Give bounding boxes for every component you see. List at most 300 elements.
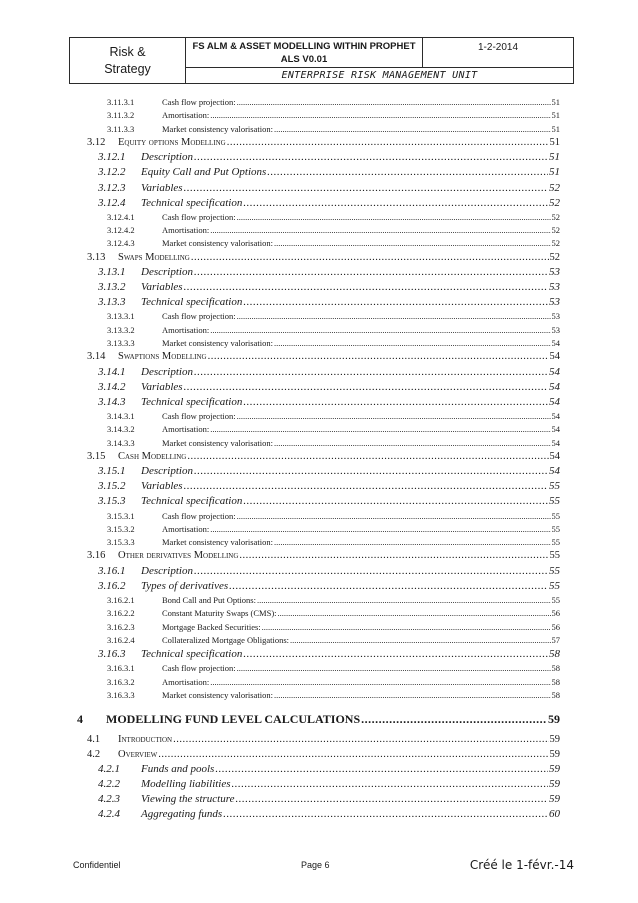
toc-entry-title-wrap xyxy=(162,238,560,248)
toc-dot-leader xyxy=(243,495,548,507)
toc-entry-number: 3.15 xyxy=(87,450,106,462)
toc-entry-number: 3.13 xyxy=(87,251,106,263)
toc-entry-title: Market consistency valorisation: xyxy=(162,437,273,448)
toc-entry-page: 59 xyxy=(548,712,560,727)
header-title-line1: FS ALM & ASSET MODELLING WITHIN PROPHET xyxy=(192,40,416,52)
toc-entry-title-wrap xyxy=(118,252,560,263)
toc-entry[interactable] xyxy=(0,550,638,564)
toc-entry-title: Amortisation: xyxy=(162,324,210,335)
toc-dot-leader xyxy=(194,565,548,577)
toc-entry[interactable] xyxy=(0,663,638,676)
toc-entry-page: 58 xyxy=(551,676,560,687)
toc-dot-leader xyxy=(194,151,548,163)
toc-dot-leader xyxy=(267,166,548,178)
toc-entry-title: Technical specification xyxy=(141,648,243,661)
toc-entry-title-wrap xyxy=(141,151,560,163)
toc-entry[interactable] xyxy=(0,793,638,808)
toc-entry-page: 59 xyxy=(549,748,560,760)
toc-entry-title: Description xyxy=(141,365,193,378)
header-subtitle-cell xyxy=(186,68,573,83)
toc-dot-leader xyxy=(210,524,550,534)
toc-entry-page: 54 xyxy=(549,351,560,363)
toc-entry-title-wrap xyxy=(141,793,560,805)
toc-entry-number: 3.16.3 xyxy=(98,648,126,661)
toc-entry-number: 3.14 xyxy=(87,351,106,363)
toc-entry-title: Market consistency valorisation: xyxy=(162,537,273,548)
toc-entry-number: 4.2.1 xyxy=(98,763,120,775)
toc-entry-number: 3.12 xyxy=(87,136,106,148)
toc-entry-number: 3.14.3.3 xyxy=(107,437,135,448)
toc-entry-number: 3.16 xyxy=(87,550,106,562)
toc-entry-number: 4.2.4 xyxy=(98,808,120,821)
toc-entry-title-wrap xyxy=(141,580,560,592)
toc-entry-title-wrap xyxy=(118,137,560,148)
toc-dot-leader xyxy=(184,281,548,293)
toc-entry-page: 59 xyxy=(549,778,560,791)
toc-entry-title: Market consistency valorisation: xyxy=(162,689,273,700)
toc-entry-title: Equity options Modelling xyxy=(118,136,226,148)
toc-entry-page: 55 xyxy=(551,523,560,534)
toc-entry-title: Bond Call and Put Options: xyxy=(162,595,256,605)
toc-entry[interactable] xyxy=(0,137,638,151)
toc-entry-title-wrap xyxy=(141,166,560,178)
toc-entry-title: Cash flow projection: xyxy=(162,410,236,421)
toc-entry-title: Description xyxy=(141,151,193,164)
toc-dot-leader xyxy=(274,690,551,700)
toc-dot-leader xyxy=(237,212,551,222)
toc-dot-leader xyxy=(243,296,548,308)
toc-entry-title: Amortisation: xyxy=(162,676,210,687)
toc-entry[interactable] xyxy=(0,734,638,748)
toc-entry-number: 3.12.4.2 xyxy=(107,225,135,235)
toc-entry-page: 53 xyxy=(551,324,560,335)
toc-entry-page: 55 xyxy=(551,537,560,548)
header-title-line2: ALS V0.01 xyxy=(280,53,328,65)
toc-dot-leader xyxy=(173,734,548,745)
toc-dot-leader xyxy=(274,124,551,134)
toc-entry-page: 54 xyxy=(551,410,560,421)
toc-entry-title-wrap xyxy=(162,110,560,120)
toc-entry-title: Variables xyxy=(141,480,183,493)
toc-entry[interactable] xyxy=(0,166,638,181)
toc-entry-title-wrap xyxy=(162,212,560,222)
toc-entry-title: Cash flow projection: xyxy=(162,97,236,107)
toc-entry-number: 3.16.2.3 xyxy=(107,621,135,632)
toc-entry-page: 55 xyxy=(549,564,560,577)
toc-entry[interactable] xyxy=(0,197,638,212)
toc-dot-leader xyxy=(237,663,551,673)
toc-entry-title-wrap xyxy=(141,808,560,820)
toc-entry-title-wrap xyxy=(118,550,560,561)
toc-entry-number: 3.14.2 xyxy=(98,380,126,393)
toc-entry-page: 51 xyxy=(551,97,560,107)
toc-entry-title-wrap xyxy=(162,690,560,700)
toc-entry[interactable] xyxy=(0,580,638,595)
toc-entry-title-wrap xyxy=(162,635,560,645)
toc-entry-page: 53 xyxy=(549,266,560,278)
toc-entry-page: 51 xyxy=(549,151,560,164)
footer-confidential: Confidentiel xyxy=(73,860,121,870)
toc-entry-page: 55 xyxy=(549,550,560,562)
toc-entry-title: Mortgage Backed Securities: xyxy=(162,621,261,632)
toc-dot-leader xyxy=(232,778,548,790)
toc-entry[interactable] xyxy=(0,749,638,763)
toc-entry[interactable] xyxy=(0,465,638,480)
toc-entry-number: 3.13.2 xyxy=(98,281,126,294)
toc-dot-leader xyxy=(184,182,548,194)
header-unit-line1: Risk & xyxy=(109,44,146,59)
toc-dot-leader xyxy=(237,411,551,421)
toc-dot-leader xyxy=(194,266,548,278)
toc-entry-page: 51 xyxy=(549,166,560,179)
toc-entry-title-wrap xyxy=(162,663,560,673)
toc-entry-page: 54 xyxy=(549,450,560,462)
toc-entry[interactable] xyxy=(0,524,638,537)
toc-entry-page: 54 xyxy=(549,380,560,393)
toc-entry-title: Amortisation: xyxy=(162,110,210,121)
toc-entry-page: 52 xyxy=(549,181,560,194)
toc-entry-title-wrap xyxy=(162,608,560,618)
toc-dot-leader xyxy=(243,396,548,408)
toc-entry-title: Technical specification xyxy=(141,395,243,408)
toc-entry-title-wrap xyxy=(141,182,560,194)
toc-entry-title: Cash Modelling xyxy=(118,450,187,462)
toc-entry-number: 3.16.2.1 xyxy=(107,595,135,605)
toc-dot-leader xyxy=(257,595,551,605)
header-subtitle: ENTERPRISE RISK MANAGEMENT UNIT xyxy=(281,70,478,81)
toc-entry-number: 4 xyxy=(77,712,83,727)
toc-entry-title-wrap xyxy=(162,511,560,521)
toc-entry-page: 53 xyxy=(549,281,560,294)
toc-entry-title-wrap xyxy=(141,366,560,378)
toc-entry-title: Funds and pools xyxy=(141,763,215,775)
toc-dot-leader xyxy=(235,793,548,805)
toc-entry-page: 57 xyxy=(551,634,560,645)
toc-entry-title-wrap xyxy=(162,595,560,605)
header-title-cell xyxy=(186,38,423,68)
toc-dot-leader xyxy=(243,197,548,209)
toc-entry-page: 59 xyxy=(549,734,560,746)
toc-entry[interactable] xyxy=(0,712,638,728)
toc-entry-number: 3.13.3.2 xyxy=(107,324,135,335)
toc-entry[interactable] xyxy=(0,311,638,324)
toc-entry-title-wrap xyxy=(162,622,560,632)
toc-entry-number: 3.16.3.3 xyxy=(107,689,135,700)
toc-entry[interactable] xyxy=(0,281,638,296)
header-date: 1-2-2014 xyxy=(477,42,519,53)
toc-dot-leader xyxy=(215,763,548,775)
toc-dot-leader xyxy=(229,580,548,592)
toc-entry-title: Cash flow projection: xyxy=(162,211,236,222)
toc-entry-number: 4.2 xyxy=(87,748,101,760)
toc-entry[interactable] xyxy=(0,338,638,351)
toc-dot-leader xyxy=(194,465,548,477)
toc-entry-number: 3.13.1 xyxy=(98,266,126,278)
page-footer xyxy=(0,858,638,878)
toc-entry-page: 58 xyxy=(551,663,560,674)
toc-entry-page: 54 xyxy=(551,424,560,435)
toc-entry[interactable] xyxy=(0,212,638,225)
toc-entry-title-wrap xyxy=(118,451,560,462)
toc-entry[interactable] xyxy=(0,411,638,424)
toc-entry[interactable] xyxy=(0,381,638,396)
toc-dot-leader xyxy=(184,381,548,393)
toc-entry-page: 55 xyxy=(549,579,560,592)
toc-entry-page: 56 xyxy=(551,621,560,632)
footer-created-date: Créé le 1-févr.-14 xyxy=(469,858,574,872)
toc-dot-leader xyxy=(191,252,549,263)
toc-entry[interactable] xyxy=(0,325,638,338)
toc-entry-number: 4.2.2 xyxy=(98,778,120,791)
toc-entry-title: MODELLING FUND LEVEL CALCULATIONS xyxy=(106,712,361,727)
toc-entry-title-wrap xyxy=(141,495,560,507)
toc-dot-leader xyxy=(243,648,548,660)
toc-entry-page: 53 xyxy=(549,296,560,309)
toc-entry-title: Other derivatives Modelling xyxy=(118,550,239,562)
toc-entry-title: Market consistency valorisation: xyxy=(162,123,273,134)
toc-entry-page: 54 xyxy=(549,365,560,378)
toc-entry-title-wrap xyxy=(118,351,560,362)
toc-entry[interactable] xyxy=(0,182,638,197)
toc-entry[interactable] xyxy=(0,537,638,550)
toc-entry-page: 52 xyxy=(551,238,560,249)
toc-entry-title-wrap xyxy=(162,311,560,321)
toc-entry-page: 55 xyxy=(549,480,560,493)
toc-entry-title: Swaptions Modelling xyxy=(118,351,207,363)
document-header xyxy=(69,37,574,84)
toc-entry-page: 55 xyxy=(551,510,560,521)
toc-entry-number: 3.16.2 xyxy=(98,579,126,592)
toc-entry-number: 3.13.3 xyxy=(98,296,126,309)
toc-entry-number: 3.16.2.2 xyxy=(107,608,135,619)
toc-entry-number: 3.14.3.2 xyxy=(107,424,135,435)
toc-entry-title: Technical specification xyxy=(141,196,243,209)
toc-dot-leader xyxy=(274,438,551,448)
toc-dot-leader xyxy=(239,550,548,561)
toc-dot-leader xyxy=(184,480,548,492)
toc-entry-number: 4.2.3 xyxy=(98,793,120,806)
toc-entry-number: 3.13.3.3 xyxy=(107,337,135,348)
toc-entry[interactable] xyxy=(0,238,638,251)
toc-dot-leader xyxy=(194,366,548,378)
toc-dot-leader xyxy=(278,608,551,618)
toc-entry[interactable] xyxy=(0,763,638,778)
toc-entry-number: 3.12.4 xyxy=(98,196,126,209)
toc-entry-title: Introduction xyxy=(118,734,173,746)
toc-entry-number: 3.12.3 xyxy=(98,181,126,194)
toc-entry[interactable] xyxy=(0,608,638,621)
toc-entry[interactable] xyxy=(0,677,638,690)
toc-entry-title-wrap xyxy=(141,396,560,408)
toc-entry[interactable] xyxy=(0,110,638,123)
toc-entry-number: 3.12.4.1 xyxy=(107,211,135,222)
toc-entry-title: Viewing the structure xyxy=(141,793,235,806)
toc-entry-title: Market consistency valorisation: xyxy=(162,238,273,249)
toc-entry[interactable] xyxy=(0,495,638,510)
toc-entry-number: 3.13.3.1 xyxy=(107,311,135,322)
header-date-cell xyxy=(423,38,573,68)
toc-entry-page: 54 xyxy=(551,337,560,348)
toc-entry-title: Overview xyxy=(118,748,158,760)
toc-entry[interactable] xyxy=(0,808,638,823)
toc-entry-title-wrap xyxy=(141,763,560,775)
toc-entry-number: 3.12.2 xyxy=(98,166,126,179)
toc-entry-title-wrap xyxy=(141,465,560,477)
toc-entry-page: 51 xyxy=(551,123,560,134)
toc-entry-number: 3.16.3.1 xyxy=(107,663,135,674)
toc-entry[interactable] xyxy=(0,366,638,381)
toc-entry-title-wrap xyxy=(141,296,560,308)
header-unit-cell xyxy=(70,38,186,83)
toc-dot-leader xyxy=(361,712,547,727)
toc-entry[interactable] xyxy=(0,225,638,238)
toc-dot-leader xyxy=(237,97,551,107)
toc-entry-title: Amortisation: xyxy=(162,424,210,435)
toc-entry-number: 3.16.2.4 xyxy=(107,634,135,645)
toc-entry-title: Market consistency valorisation: xyxy=(162,337,273,348)
toc-dot-leader xyxy=(274,338,551,348)
toc-entry-title: Swaps Modelling xyxy=(118,251,190,263)
toc-entry[interactable] xyxy=(0,690,638,703)
toc-entry-number: 3.12.4.3 xyxy=(107,238,135,249)
toc-entry-page: 53 xyxy=(551,311,560,322)
toc-entry-number: 3.16.3.2 xyxy=(107,676,135,687)
toc-entry-title-wrap xyxy=(141,480,560,492)
toc-entry-number: 3.15.3.1 xyxy=(107,510,135,521)
toc-entry-page: 55 xyxy=(551,595,560,605)
toc-entry-title: Constant Maturity Swaps (CMS): xyxy=(162,608,277,619)
toc-entry-title-wrap xyxy=(141,266,560,278)
toc-entry-title-wrap xyxy=(162,537,560,547)
toc-entry-title-wrap xyxy=(162,338,560,348)
toc-entry[interactable] xyxy=(0,424,638,437)
toc-entry-title: Variables xyxy=(141,281,183,294)
toc-dot-leader xyxy=(227,137,549,148)
toc-entry-page: 55 xyxy=(549,495,560,508)
toc-entry[interactable] xyxy=(0,351,638,365)
toc-entry-title-wrap xyxy=(118,734,560,745)
toc-entry-page: 52 xyxy=(549,196,560,209)
toc-entry-title: Types of derivatives xyxy=(141,579,229,592)
toc-entry-title-wrap xyxy=(141,197,560,209)
toc-entry[interactable] xyxy=(0,565,638,580)
header-unit-line2: Strategy xyxy=(104,61,151,76)
toc-entry[interactable] xyxy=(0,778,638,793)
toc-dot-leader xyxy=(274,238,551,248)
toc-entry-number: 3.12.1 xyxy=(98,151,126,164)
toc-entry[interactable] xyxy=(0,635,638,648)
toc-entry-page: 54 xyxy=(549,395,560,408)
toc-entry[interactable] xyxy=(0,151,638,166)
toc-entry[interactable] xyxy=(0,595,638,608)
toc-entry[interactable] xyxy=(0,648,638,663)
toc-entry-page: 52 xyxy=(551,211,560,222)
toc-dot-leader xyxy=(210,424,550,434)
toc-entry-number: 3.16.1 xyxy=(98,564,126,577)
toc-entry-title: Description xyxy=(141,465,193,478)
toc-entry-title-wrap xyxy=(162,225,560,235)
toc-entry[interactable] xyxy=(0,438,638,451)
toc-entry-title-wrap xyxy=(141,281,560,293)
toc-entry-title-wrap xyxy=(141,381,560,393)
toc-entry-number: 3.15.3.3 xyxy=(107,537,135,548)
toc-dot-leader xyxy=(208,351,549,362)
toc-entry-number: 3.14.3 xyxy=(98,395,126,408)
toc-dot-leader xyxy=(274,537,551,547)
toc-entry[interactable] xyxy=(0,97,638,110)
toc-entry-title: Aggregating funds xyxy=(141,808,223,821)
toc-entry-title: Variables xyxy=(141,380,183,393)
toc-entry-title-wrap xyxy=(162,438,560,448)
toc-entry-title-wrap xyxy=(162,677,560,687)
toc-entry-title-wrap xyxy=(141,565,560,577)
toc-dot-leader xyxy=(158,749,548,760)
toc-entry-number: 3.11.3.3 xyxy=(107,123,135,134)
toc-entry-title: Description xyxy=(141,564,193,577)
toc-dot-leader xyxy=(290,635,551,645)
toc-entry-title-wrap xyxy=(141,778,560,790)
toc-entry-number: 3.15.2 xyxy=(98,480,126,493)
toc-entry-page: 59 xyxy=(549,763,560,775)
toc-dot-leader xyxy=(262,622,551,632)
toc-dot-leader xyxy=(210,225,550,235)
toc-entry[interactable] xyxy=(0,451,638,465)
toc-entry-number: 4.1 xyxy=(87,734,101,746)
toc-entry[interactable] xyxy=(0,124,638,137)
toc-entry-number: 3.11.3.1 xyxy=(107,97,135,107)
toc-entry-title-wrap xyxy=(141,648,560,660)
toc-dot-leader xyxy=(210,677,550,687)
toc-entry-page: 51 xyxy=(549,136,560,148)
toc-entry[interactable] xyxy=(0,252,638,266)
toc-entry-title-wrap xyxy=(118,749,560,760)
toc-dot-leader xyxy=(187,451,548,462)
toc-entry-title: Technical specification xyxy=(141,495,243,508)
toc-entry-title: Cash flow projection: xyxy=(162,663,236,674)
toc-entry[interactable] xyxy=(0,396,638,411)
toc-entry-title-wrap xyxy=(162,524,560,534)
toc-entry[interactable] xyxy=(0,480,638,495)
toc-dot-leader xyxy=(223,808,548,820)
toc-dot-leader xyxy=(237,311,551,321)
toc-entry-title-wrap xyxy=(106,712,560,727)
toc-entry-page: 52 xyxy=(551,225,560,235)
toc-entry-title: Cash flow projection: xyxy=(162,510,236,521)
toc-entry[interactable] xyxy=(0,266,638,281)
toc-entry-title: Amortisation: xyxy=(162,225,210,235)
toc-entry[interactable] xyxy=(0,511,638,524)
toc-entry-page: 58 xyxy=(549,648,560,661)
toc-entry-number: 3.14.3.1 xyxy=(107,410,135,421)
toc-entry-title-wrap xyxy=(162,325,560,335)
toc-entry-title: Variables xyxy=(141,181,183,194)
toc-entry-title: Cash flow projection: xyxy=(162,311,236,322)
toc-entry[interactable] xyxy=(0,296,638,311)
toc-entry-title: Technical specification xyxy=(141,296,243,309)
toc-entry-page: 58 xyxy=(551,689,560,700)
toc-entry-page: 51 xyxy=(551,110,560,121)
toc-entry-title-wrap xyxy=(162,411,560,421)
toc-entry-number: 3.14.1 xyxy=(98,365,126,378)
toc-entry-title: Amortisation: xyxy=(162,523,210,534)
toc-entry-page: 52 xyxy=(549,251,560,263)
toc-entry-number: 3.15.1 xyxy=(98,465,126,478)
toc-entry-page: 56 xyxy=(551,608,560,619)
toc-entry[interactable] xyxy=(0,622,638,635)
toc-dot-leader xyxy=(210,110,550,120)
toc-entry-title: Collateralized Mortgage Obligations: xyxy=(162,634,289,645)
toc-dot-leader xyxy=(210,325,550,335)
